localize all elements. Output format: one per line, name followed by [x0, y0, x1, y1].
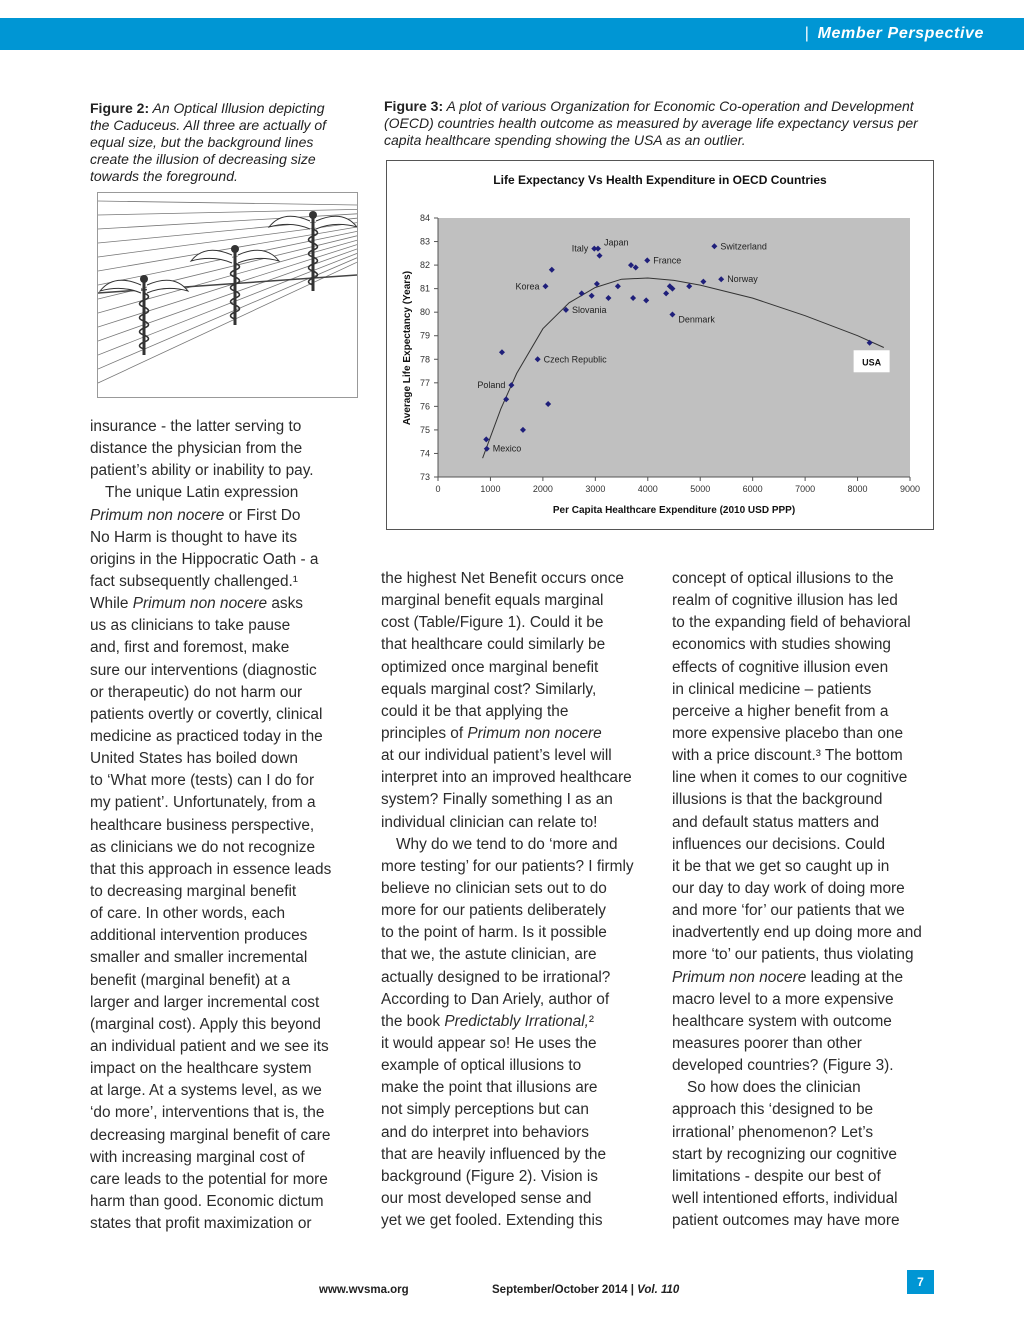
text-segment: approach this ‘designed to be [672, 1101, 874, 1119]
perspective-line [98, 227, 357, 271]
text-segment: So how does the clinician [687, 1079, 861, 1097]
text-segment: not simply perceptions but can [381, 1101, 589, 1119]
text-line [672, 723, 922, 745]
text-segment: that are heavily influenced by the [381, 1145, 607, 1163]
point-label: Denmark [678, 314, 715, 325]
text-segment: harm than good. Economic dictum [90, 1192, 324, 1210]
text-segment: cost (Table/Figure 1). Could it be [381, 614, 604, 632]
text-segment: line when it comes to our cognitive [672, 769, 908, 787]
text-segment: more for our patients deliberately [381, 902, 606, 920]
page-number: 7 [907, 1270, 934, 1294]
text-segment: background (Figure 2). Vision is [381, 1167, 599, 1185]
text-line [672, 1011, 922, 1033]
text-line [672, 1210, 922, 1232]
perspective-line [98, 262, 357, 383]
y-tick-label: 84 [419, 213, 430, 223]
text-line [90, 505, 331, 527]
caduceus-illusion-image [97, 192, 358, 398]
point-label: Czech Republic [543, 354, 607, 365]
figure-2-caption [90, 100, 340, 185]
text-segment: it would appear so! He uses the [381, 1034, 597, 1052]
text-segment: to ‘What more (tests) can I do for [90, 772, 315, 790]
x-tick-label: 8000 [847, 484, 868, 494]
text-line [381, 834, 634, 856]
text-segment: or therapeutic) do not harm our [90, 683, 303, 701]
text-line [90, 593, 331, 615]
caduceus-icon [100, 275, 188, 355]
text-line [381, 1122, 634, 1144]
x-tick-label: 0 [435, 484, 441, 494]
text-column-3 [672, 568, 922, 1232]
text-line [672, 812, 922, 834]
y-tick-label: 74 [419, 448, 430, 459]
text-segment: to decreasing marginal benefit [90, 882, 297, 900]
text-segment: that we, the astute clinician, are [381, 946, 597, 964]
text-line [90, 1191, 331, 1213]
y-tick-label: 75 [419, 424, 430, 435]
text-segment: According to Dan Ariely, author of [381, 990, 610, 1008]
text-line [381, 723, 634, 745]
text-segment: United States has boiled down [90, 750, 298, 768]
text-segment: The unique Latin expression [105, 484, 299, 502]
text-segment: could it be that applying the [381, 702, 569, 720]
text-segment: more testing’ for our patients? I firmly [381, 857, 634, 875]
footer-issue [492, 1284, 679, 1296]
text-segment: patient outcomes may have more [672, 1212, 900, 1230]
text-segment: and default status matters and [672, 813, 880, 831]
text-line [90, 637, 331, 659]
text-segment: realm of cognitive illusion has led [672, 592, 898, 610]
italic-text: Predictably Irrational, [444, 1012, 589, 1030]
text-line [90, 460, 331, 482]
text-line [90, 615, 331, 637]
text-segment: us as clinicians to take pause [90, 617, 291, 635]
text-line [381, 789, 634, 811]
text-line [90, 1147, 331, 1169]
figure-3-caption [384, 98, 929, 149]
y-tick-label: 82 [419, 260, 430, 271]
text-segment: individual clinician can relate to! [381, 813, 598, 831]
text-line [90, 770, 331, 792]
text-segment: the highest Net Benefit occurs once [381, 570, 624, 587]
text-line [381, 767, 634, 789]
text-segment: an individual patient and we see its [90, 1037, 329, 1055]
text-segment: that healthcare could similarly be [381, 636, 606, 654]
point-label: Poland [477, 380, 506, 391]
text-line [672, 1033, 922, 1055]
text-segment: to the point of harm. Is it possible [381, 924, 607, 942]
text-line [672, 922, 922, 944]
y-tick-label: 78 [419, 354, 430, 365]
text-line [672, 1055, 922, 1077]
text-line [381, 568, 634, 590]
text-line [672, 834, 922, 856]
text-segment: healthcare system with outcome [672, 1012, 892, 1030]
y-tick-label: 77 [419, 377, 430, 388]
text-line [672, 679, 922, 701]
text-line [90, 748, 331, 770]
text-line [381, 944, 634, 966]
text-segment: of care. In other words, each [90, 905, 286, 923]
text-line [381, 856, 634, 878]
y-tick-label: 83 [419, 236, 430, 247]
text-line [381, 679, 634, 701]
text-segment: developed countries? (Figure 3). [672, 1057, 894, 1075]
text-line [90, 416, 331, 438]
x-tick-label: 6000 [742, 484, 763, 494]
text-segment: While [90, 595, 133, 613]
text-segment: our most developed sense and [381, 1189, 592, 1207]
text-line [672, 1122, 922, 1144]
text-line [90, 438, 331, 460]
text-line [672, 967, 922, 989]
perspective-line [98, 209, 357, 215]
text-segment: medicine as practiced today in the [90, 727, 323, 745]
text-segment: to the expanding field of behavioral [672, 614, 911, 632]
volume: Vol. 110 [637, 1284, 680, 1296]
text-line [381, 922, 634, 944]
text-segment: at our individual patient’s level will [381, 747, 612, 765]
text-segment: my patient’. Unfortunately, from a [90, 794, 316, 812]
text-segment: ‘do more’, interventions that is, the [90, 1104, 325, 1122]
text-line [90, 1102, 331, 1124]
text-line [90, 815, 331, 837]
text-segment: Why do we tend to do ‘more and [396, 835, 618, 853]
text-line [381, 1166, 634, 1188]
text-segment: perceive a higher benefit from a [672, 702, 889, 720]
text-line [672, 767, 922, 789]
italic-text: Primum non nocere [672, 968, 807, 986]
text-line [90, 1058, 331, 1080]
text-segment: our day to day work of doing more [672, 879, 905, 897]
text-segment: or First Do [224, 506, 301, 524]
text-line [90, 1036, 331, 1058]
text-line [672, 878, 922, 900]
text-line [90, 660, 331, 682]
text-segment: with increasing marginal cost of [90, 1148, 305, 1166]
perspective-line [98, 253, 357, 355]
y-tick-label: 76 [419, 401, 430, 412]
x-axis-label: Per Capita Healthcare Expenditure (2010 USD PPP) [552, 505, 796, 516]
text-line [90, 792, 331, 814]
caption-text: An Optical Illusion depicting the Caduceus. All three are actually of equal size, but the background lines create the illusion of decreasing size towards the foreground. [90, 100, 327, 184]
point-label: Japan [603, 237, 629, 248]
text-line [90, 903, 331, 925]
x-tick-label: 7000 [795, 484, 816, 494]
text-line [381, 701, 634, 723]
text-segment: insurance - the latter serving to [90, 418, 302, 435]
text-segment: effects of cognitive illusion even [672, 658, 889, 676]
footer-website: www.wvsma.org [319, 1284, 409, 1296]
text-segment: and, first and foremost, make [90, 639, 290, 657]
text-segment: irrational’ phenomenon? Let’s [672, 1123, 874, 1141]
text-segment: impact on the healthcare system [90, 1060, 312, 1078]
text-line [90, 1014, 331, 1036]
text-segment: larger and larger incremental cost [90, 993, 320, 1011]
text-segment: smaller and smaller incremental [90, 949, 308, 967]
text-line [90, 1080, 331, 1102]
italic-text: Primum non nocere [132, 595, 268, 613]
text-segment: marginal benefit equals marginal [381, 592, 604, 610]
text-segment: concept of optical illusions to the [672, 570, 894, 587]
x-tick-label: 9000 [899, 484, 921, 494]
text-line [672, 568, 922, 590]
y-tick-label: 79 [419, 330, 430, 341]
caduceus-icon [269, 211, 357, 291]
text-line [672, 1099, 922, 1121]
text-segment: influences our decisions. Could [672, 835, 886, 853]
text-line [672, 612, 922, 634]
text-segment: illusions is that the background [672, 791, 883, 809]
text-line [90, 992, 331, 1014]
text-line [672, 1166, 922, 1188]
text-line [672, 590, 922, 612]
text-line [90, 726, 331, 748]
text-line [672, 745, 922, 767]
text-segment: additional intervention produces [90, 927, 308, 945]
text-line [381, 1033, 634, 1055]
text-column-1 [90, 416, 331, 1235]
x-tick-label: 5000 [690, 484, 711, 494]
y-tick-label: 81 [419, 283, 430, 294]
text-segment: more expensive placebo than one [672, 724, 904, 742]
text-line [672, 856, 922, 878]
italic-text: Primum non nocere [467, 724, 602, 742]
text-segment: at large. At a systems level, as we [90, 1082, 322, 1100]
text-line [381, 1144, 634, 1166]
text-segment: decreasing marginal benefit of care [90, 1126, 331, 1144]
text-line [672, 1188, 922, 1210]
separator: | [630, 1284, 634, 1296]
text-segment: limitations - despite our best of [672, 1167, 881, 1185]
text-segment: asks [267, 595, 303, 613]
text-segment: equals marginal cost? Similarly, [381, 680, 597, 698]
header-banner [0, 18, 1024, 50]
text-segment: in clinical medicine – patients [672, 680, 872, 698]
text-segment: well intentioned efforts, individual [672, 1189, 898, 1207]
point-label: Italy [571, 243, 589, 254]
section-title [805, 25, 984, 43]
text-line [381, 1011, 634, 1033]
point-label: Mexico [492, 443, 522, 454]
text-line [90, 571, 331, 593]
x-tick-label: 2000 [532, 484, 553, 494]
text-line [381, 1210, 634, 1232]
text-line [90, 947, 331, 969]
text-line [381, 590, 634, 612]
text-segment: believe no clinician sets out to do [381, 879, 607, 897]
text-segment: and more ‘for’ our patients that we [672, 902, 905, 920]
text-line [90, 1213, 331, 1235]
chart-title: Life Expectancy Vs Health Expenditure in OECD Countries [493, 173, 827, 187]
x-tick-label: 3000 [585, 484, 606, 494]
text-line [381, 1188, 634, 1210]
x-tick-label: 1000 [480, 484, 501, 494]
text-line [381, 1099, 634, 1121]
text-line [381, 900, 634, 922]
text-line [381, 967, 634, 989]
text-line [381, 878, 634, 900]
text-segment: optimized once marginal benefit [381, 658, 599, 676]
text-line [672, 1077, 922, 1099]
text-line [381, 812, 634, 834]
text-segment: distance the physician from the [90, 440, 303, 458]
italic-text: Primum non nocere [90, 506, 225, 524]
text-line [381, 634, 634, 656]
text-segment: yet we get fooled. Extending this [381, 1212, 603, 1230]
text-segment: measures poorer than other [672, 1034, 862, 1052]
text-segment: fact subsequently challenged.¹ [90, 572, 298, 590]
text-segment: patients overtly or covertly, clinical [90, 705, 323, 723]
figure-label: Figure 3: [384, 98, 444, 114]
text-segment: principles of [381, 724, 468, 742]
text-line [672, 944, 922, 966]
text-column-2 [381, 568, 634, 1232]
text-segment: leading at the [806, 968, 904, 986]
text-line [381, 612, 634, 634]
text-segment: more ‘to’ our patients, thus violating [672, 946, 914, 964]
point-label: Slovania [571, 304, 607, 315]
text-line [672, 634, 922, 656]
text-line [672, 989, 922, 1011]
separator: | [804, 25, 810, 42]
text-segment: economics with studies showing [672, 636, 891, 654]
text-segment: example of optical illusions to [381, 1057, 582, 1075]
text-line [90, 682, 331, 704]
text-segment: system? Finally something I as an [381, 791, 613, 809]
issue-date: September/October 2014 [492, 1284, 628, 1296]
text-segment: with a price discount.³ The bottom [672, 747, 903, 765]
text-line [90, 837, 331, 859]
point-label: France [653, 255, 682, 266]
text-segment: care leads to the potential for more [90, 1170, 328, 1188]
text-line [381, 1055, 634, 1077]
text-line [381, 657, 634, 679]
text-line [672, 657, 922, 679]
text-segment: ² [588, 1012, 595, 1030]
text-segment: start by recognizing our cognitive [672, 1145, 897, 1163]
text-segment: (marginal cost). Apply this beyond [90, 1015, 321, 1033]
x-tick-label: 4000 [637, 484, 658, 494]
point-label: Switzerland [720, 241, 767, 252]
text-line [90, 881, 331, 903]
text-segment: actually designed to be irrational? [381, 968, 611, 986]
text-segment: No Harm is thought to have its [90, 528, 298, 546]
text-line [381, 989, 634, 1011]
text-segment: benefit (marginal benefit) at a [90, 971, 291, 989]
text-line [381, 1077, 634, 1099]
text-line [90, 704, 331, 726]
perspective-line [98, 249, 357, 341]
text-line [672, 1144, 922, 1166]
y-axis-label: Average Life Expectancy (Years) [402, 270, 413, 426]
point-label: Korea [515, 281, 540, 292]
text-line [90, 859, 331, 881]
text-segment: that this approach in essence leads [90, 860, 332, 878]
usa-annotation: USA [862, 357, 882, 368]
caption-text: A plot of various Organization for Economic Co-operation and Development (OECD) countries health outcome as measured by average life expectancy versus per capita healthcare spending showing the USA as an outlier. [384, 98, 918, 148]
text-line [90, 970, 331, 992]
text-line [381, 745, 634, 767]
text-line [90, 482, 331, 504]
text-line [672, 900, 922, 922]
y-tick-label: 80 [419, 307, 430, 318]
text-segment: the book [381, 1012, 445, 1030]
text-segment: inadvertently end up doing more and [672, 924, 922, 942]
text-segment: patient’s ability or inability to pay. [90, 462, 314, 480]
text-segment: interpret into an improved healthcare [381, 769, 632, 787]
y-tick-label: 73 [419, 472, 430, 482]
text-line [90, 1125, 331, 1147]
text-line [672, 789, 922, 811]
text-line [672, 701, 922, 723]
text-segment: it be that we get so caught up in [672, 857, 890, 875]
point-label: Norway [727, 274, 758, 285]
section-label: Member Perspective [817, 25, 984, 42]
text-segment: macro level to a more expensive [672, 990, 894, 1008]
text-line [90, 527, 331, 549]
text-segment: origins in the Hippocratic Oath - a [90, 550, 319, 568]
text-segment: make the point that illusions are [381, 1079, 598, 1097]
text-segment: healthcare business perspective, [90, 816, 315, 834]
text-segment: states that profit maximization or [90, 1215, 312, 1233]
text-line [90, 925, 331, 947]
text-line [90, 1169, 331, 1191]
figure-label: Figure 2: [90, 100, 150, 116]
text-segment: as clinicians we do not recognize [90, 838, 315, 856]
text-segment: and do interpret into behaviors [381, 1123, 589, 1141]
oecd-chart [386, 160, 934, 530]
perspective-line [98, 201, 357, 205]
text-segment: sure our interventions (diagnostic [90, 661, 317, 679]
text-line [90, 549, 331, 571]
